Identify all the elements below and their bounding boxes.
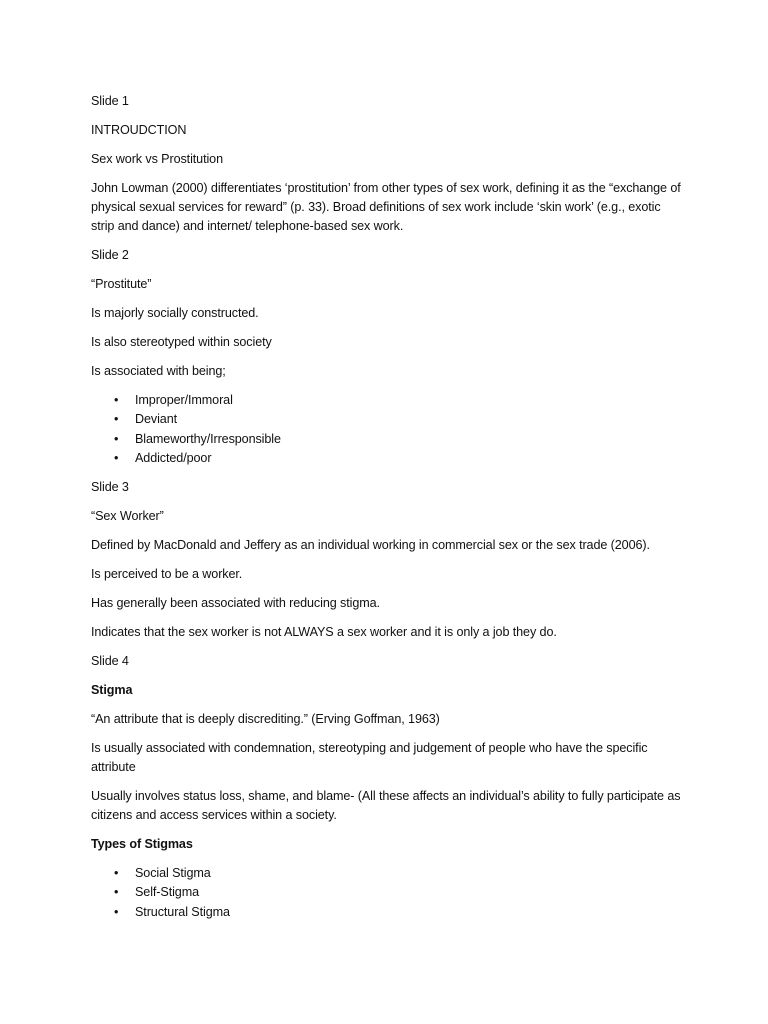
paragraph: “Sex Worker”: [91, 509, 164, 524]
list-item: [91, 410, 681, 429]
paragraph: Usually involves status loss, shame, and blame- (All these affects an individual’s ability to fully participate as citizens and access services within a society.: [91, 789, 681, 823]
paragraph: Is also stereotyped within society: [91, 335, 272, 349]
bullet-list: [91, 391, 681, 468]
list-item: [91, 883, 681, 902]
bullet-icon: •: [114, 450, 119, 465]
list-item-text: Self-Stigma: [135, 885, 199, 900]
section-heading: Stigma: [91, 683, 133, 698]
paragraph: Is associated with being;: [91, 364, 226, 378]
bullet-icon: •: [114, 866, 119, 881]
paragraph: John Lowman (2000) differentiates ‘prostitution’ from other types of sex work, defining it as the “exchange of physical sexual services for reward” (p. 33). Broad definitions of sex work include ‘skin work’ (e.g., exotic strip and dance) and internet/ telephone-based sex work.: [91, 181, 681, 233]
paragraph: “Prostitute”: [91, 277, 152, 291]
document-body: [91, 92, 681, 932]
paragraph: Slide 2: [91, 248, 129, 262]
list-item-text: Blameworthy/Irresponsible: [135, 431, 281, 446]
list-item: [91, 449, 681, 468]
bullet-icon: •: [114, 904, 119, 919]
paragraph: Sex work vs Prostitution: [91, 152, 223, 166]
section-heading: Types of Stigmas: [91, 837, 193, 852]
list-item: [91, 430, 681, 449]
paragraph: Has generally been associated with reducing stigma.: [91, 596, 380, 611]
paragraph: Slide 1: [91, 94, 129, 108]
list-item-text: Improper/Immoral: [135, 393, 233, 407]
list-item: [91, 391, 681, 410]
paragraph: Defined by MacDonald and Jeffery as an individual working in commercial sex or the sex trade (2006).: [91, 538, 650, 553]
bullet-icon: •: [114, 412, 119, 427]
paragraph: Indicates that the sex worker is not ALWAYS a sex worker and it is only a job they do.: [91, 625, 557, 640]
paragraph: Is usually associated with condemnation, stereotyping and judgement of people who have the specific attribute: [91, 741, 648, 775]
paragraph: “An attribute that is deeply discrediting.” (Erving Goffman, 1963): [91, 712, 440, 727]
list-item: [91, 903, 681, 922]
list-item-text: Structural Stigma: [135, 904, 230, 919]
bullet-list: [91, 864, 681, 922]
bullet-icon: •: [114, 885, 119, 900]
list-item: [91, 864, 681, 883]
paragraph: INTROUDCTION: [91, 123, 187, 137]
bullet-icon: •: [114, 431, 119, 446]
paragraph: Slide 4: [91, 654, 129, 669]
bullet-icon: •: [114, 393, 119, 407]
list-item-text: Deviant: [135, 412, 178, 427]
list-item-text: Social Stigma: [135, 866, 211, 881]
paragraph: Is majorly socially constructed.: [91, 306, 259, 320]
list-item-text: Addicted/poor: [135, 450, 212, 465]
paragraph: Is perceived to be a worker.: [91, 567, 243, 582]
paragraph: Slide 3: [91, 480, 129, 495]
